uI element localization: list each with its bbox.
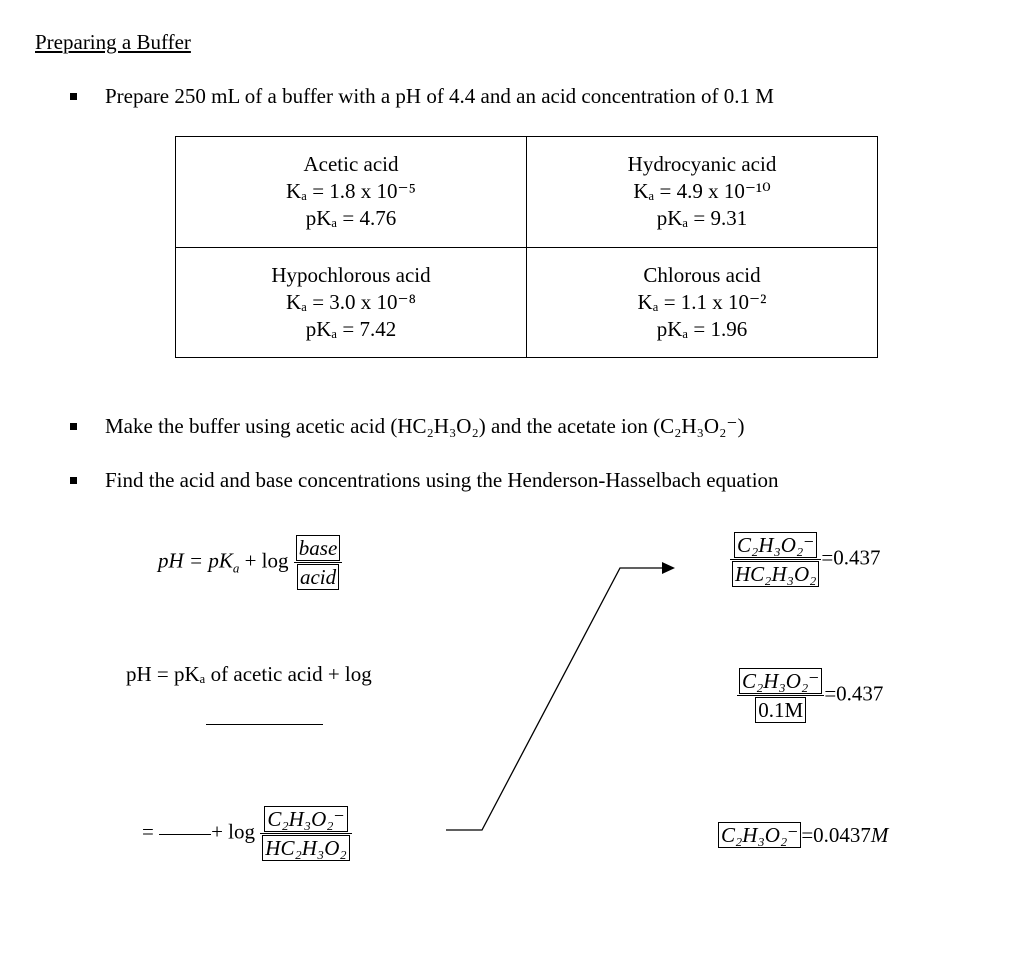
bullet-prepare: Prepare 250 mL of a buffer with a pH of 4.4 and an acid concentration of 0.1 M [105,84,774,108]
acid-name: Chlorous acid [643,262,761,287]
ph-substitution-line: pH = pKₐ of acetic acid + log [126,662,372,686]
acetic-acid-term: HC₂H₃O₂ [732,561,819,587]
arrow-head-icon [662,562,675,574]
acetate-term: C₂H₃O₂⁻ [739,668,822,694]
acetic-acid-term: HC₂H₃O₂ [262,835,349,861]
ratio-equation: $\frac{\text{C₂H₃O₂⁻}}{\text{HC₂H₃O₂}}$ =0.437 [730,532,881,587]
substituted-equation: = + log $\frac{\text{C₂H₃O₂⁻}}{\text{HC₂H₃O₂}}$ [142,806,352,861]
acid-pka: pKₐ = 9.31 [656,206,748,230]
ratio-concentration-equation: $\frac{\text{C₂H₃O₂⁻}}{0.1M}$ =0.437 [737,668,883,723]
ratio-value: 0.437 [836,681,884,706]
ratio-value: 0.437 [833,545,881,570]
acid-pka: pKₐ = 1.96 [656,316,748,341]
connector-line [446,568,665,830]
acetate-term: C₂H₃O₂⁻ [264,806,347,832]
acid-name: Hydrocyanic acid [627,152,777,176]
henderson-hasselbach-equation: pH = $pK_a + \log$ $\frac{\text{base}}{\text{acid}}$ [158,535,342,590]
acid-pka: pKₐ = 4.76 [305,206,397,230]
acid-ka: Kₐ = 1.8 x 10⁻⁵ [286,179,416,203]
acid-name: Acetic acid [303,152,399,176]
acid-pka: pKₐ = 7.42 [305,316,397,341]
acid-ka: Kₐ = 1.1 x 10⁻² [637,289,767,314]
acid-name: Hypochlorous acid [271,262,431,287]
acetate-term: C₂H₃O₂⁻ [734,532,817,558]
result-unit: M [870,823,889,847]
acid-concentration: 0.1M [755,697,806,723]
base-term: base [296,535,341,561]
result-value: 0.0437 [813,823,871,847]
acetate-result: C₂H₃O₂⁻ =0.0437M [718,822,888,848]
bullet-make-buffer: Make the buffer using acetic acid (HC₂H₃O₂) and the acetate ion (C₂H₃O₂⁻) [105,414,745,438]
acetate-term: C₂H₃O₂⁻ [718,822,801,848]
acid-ka: Kₐ = 3.0 x 10⁻⁸ [286,289,416,314]
acid-term: acid [297,564,339,590]
acid-ka: Kₐ = 4.9 x 10⁻¹⁰ [633,179,771,203]
page-title: Preparing a Buffer [35,30,191,54]
bullet-find: Find the acid and base concentrations using the Henderson-Hasselbach equation [105,468,779,492]
